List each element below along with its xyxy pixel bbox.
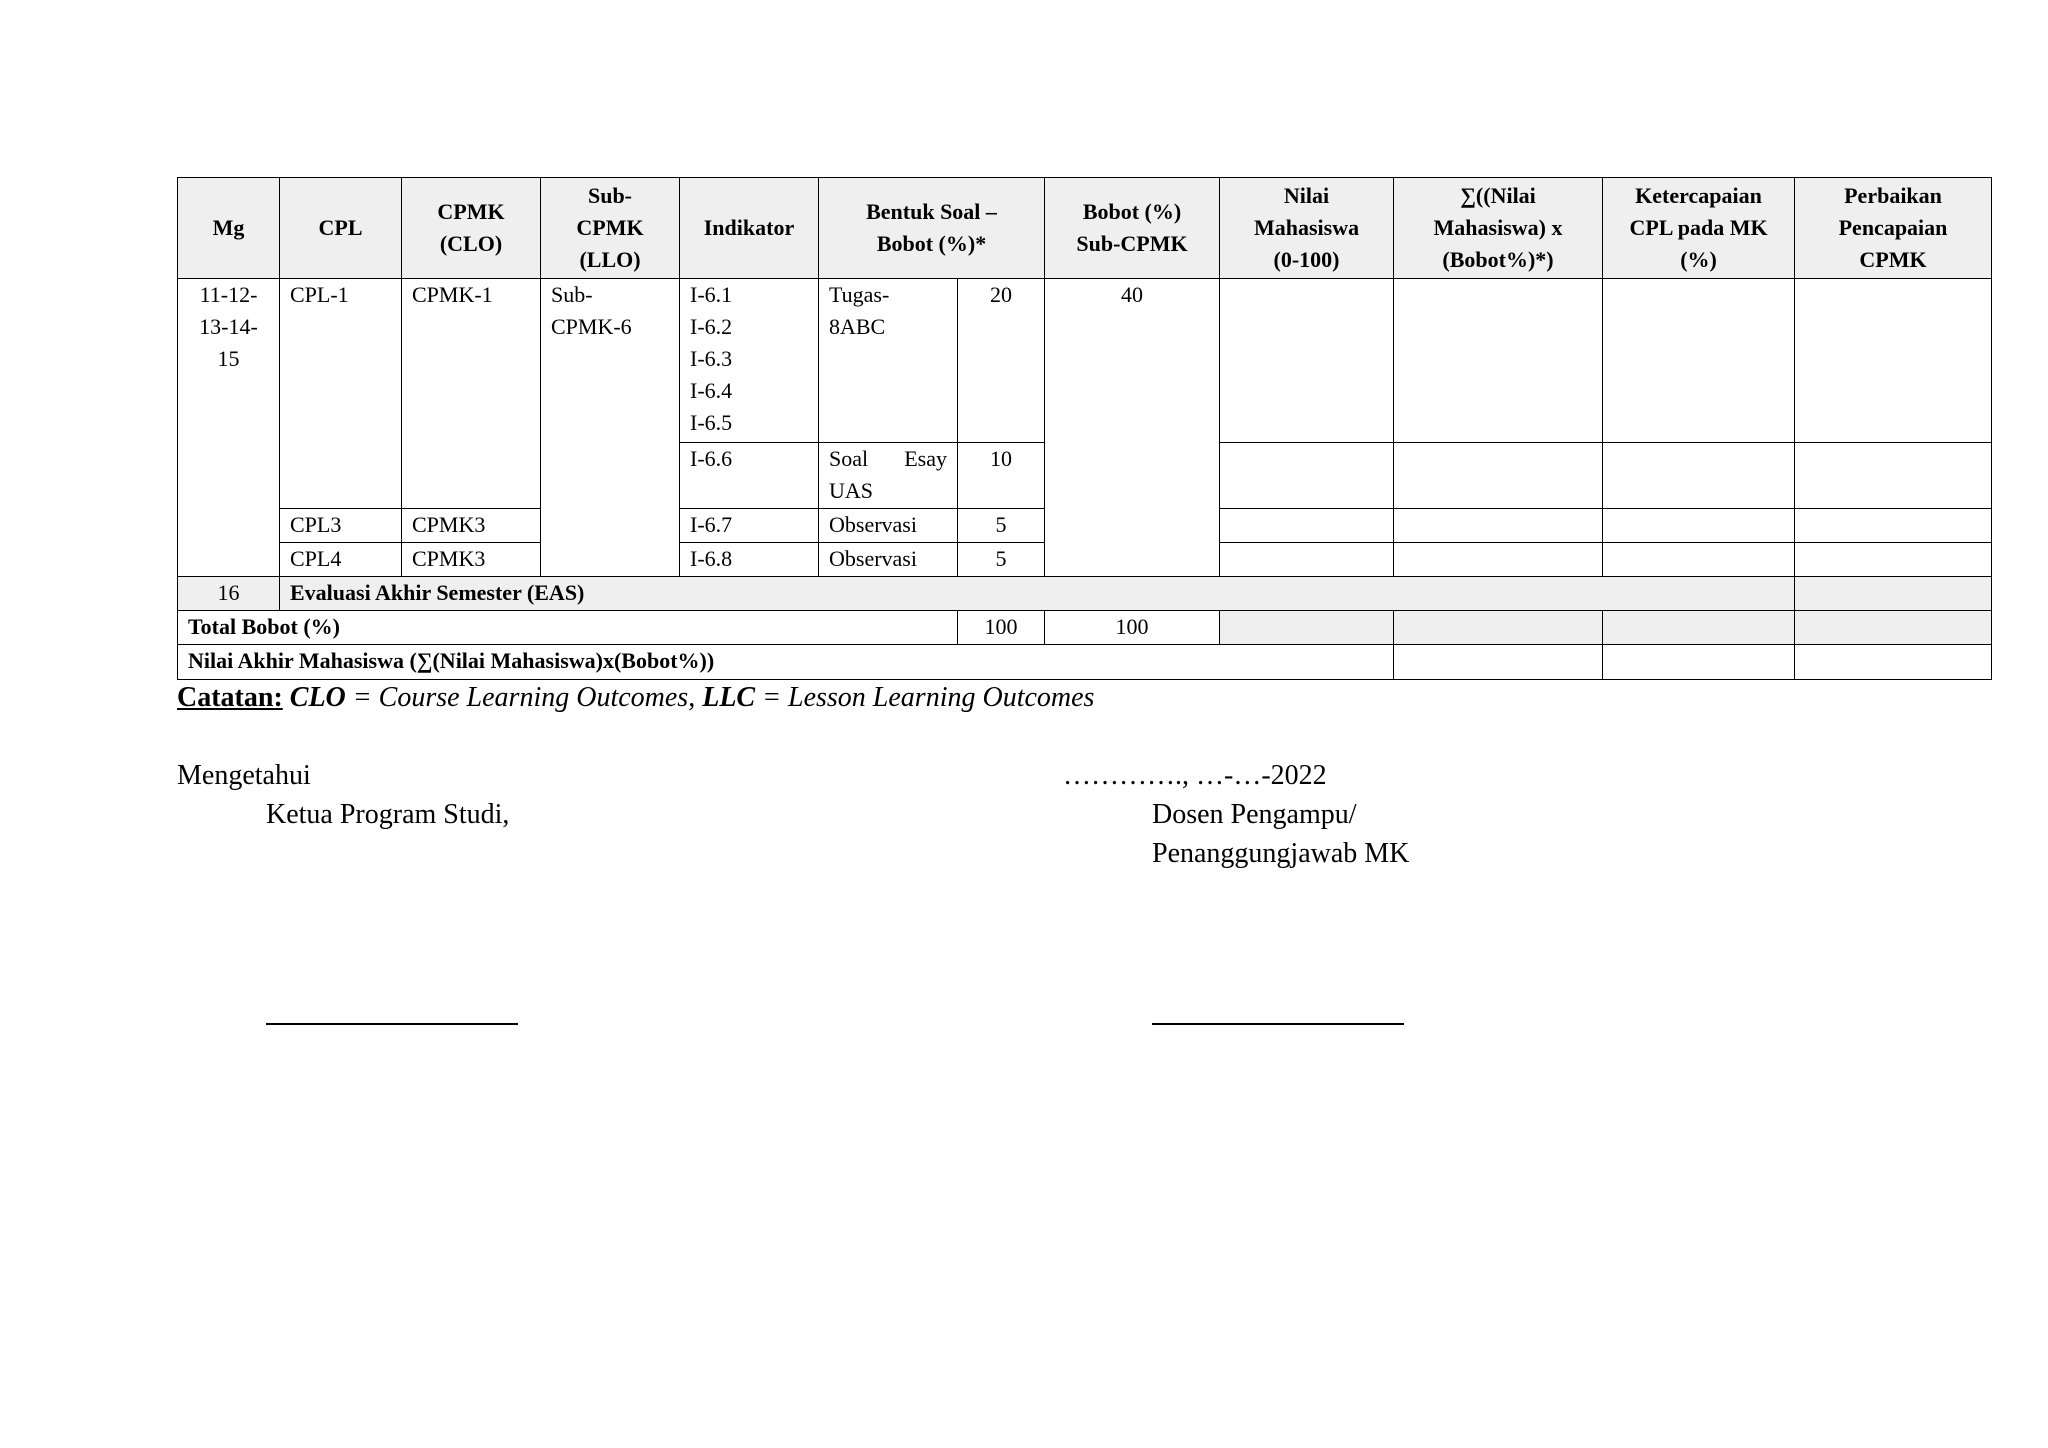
header-sum-nilai-bobot: ∑((Nilai Mahasiswa) x (Bobot%)*) [1394, 178, 1603, 279]
cell-perbaikan-2 [1795, 443, 1992, 509]
cell-sum-2 [1394, 443, 1603, 509]
cell-sum-1 [1394, 279, 1603, 443]
cell-indikator-1: I-6.1 I-6.2 I-6.3 I-6.4 I-6.5 [680, 279, 819, 443]
cell-bobot-2: 10 [958, 443, 1045, 509]
ketua-prodi-label: Ketua Program Studi, [266, 799, 510, 830]
date-placeholder: …………., …-…-2022 [1063, 760, 1327, 791]
cell-sum-4 [1394, 543, 1603, 577]
cell-cpl-4: CPL4 [280, 543, 402, 577]
cell-mg: 11-12- 13-14- 15 [178, 279, 280, 577]
dosen-pengampu-label: Dosen Pengampu/ [1152, 799, 1357, 830]
llc-text: = Lesson Learning Outcomes [755, 682, 1095, 713]
cell-cpmk-3: CPMK3 [402, 509, 541, 543]
cell-total-bobot-sub: 100 [1045, 611, 1220, 645]
left-signature-line [266, 1023, 518, 1025]
cell-ketercapaian-1 [1603, 279, 1795, 443]
cell-perbaikan-3 [1795, 509, 1992, 543]
cell-cpl-1: CPL-1 [280, 279, 402, 509]
cell-nilai-akhir-sum [1394, 645, 1603, 680]
cell-total-sum [1394, 611, 1603, 645]
header-nilai-mahasiswa: Nilai Mahasiswa (0-100) [1220, 178, 1394, 279]
penanggungjawab-label: Penanggungjawab MK [1152, 838, 1410, 869]
cell-total-perbaikan [1795, 611, 1992, 645]
cell-indikator-3: I-6.7 [680, 509, 819, 543]
cell-indikator-4: I-6.8 [680, 543, 819, 577]
cell-cpmk-4: CPMK3 [402, 543, 541, 577]
cell-soal-2 [819, 443, 958, 509]
cell-perbaikan-1 [1795, 279, 1992, 443]
header-cpmk: CPMK (CLO) [402, 178, 541, 279]
cell-cpmk-1: CPMK-1 [402, 279, 541, 509]
header-bentuk-soal: Bentuk Soal – Bobot (%)* [819, 178, 1045, 279]
soal-2-word-2: Esay [904, 446, 947, 471]
cell-total-bobot: 100 [958, 611, 1045, 645]
cell-nilai-2 [1220, 443, 1394, 509]
cell-nilai-4 [1220, 543, 1394, 577]
header-sub-cpmk: Sub- CPMK (LLO) [541, 178, 680, 279]
clo-text: = Course Learning Outcomes, [345, 682, 703, 713]
cell-cpl-3: CPL3 [280, 509, 402, 543]
header-cpl: CPL [280, 178, 402, 279]
cell-bobot-sub-cpmk: 40 [1045, 279, 1220, 577]
catatan-label: Catatan: [177, 682, 283, 713]
cell-sub-cpmk: Sub- CPMK-6 [541, 279, 680, 577]
cell-nilai-1 [1220, 279, 1394, 443]
cell-nilai-akhir-ketercapaian [1603, 645, 1795, 680]
cell-nilai-akhir-label: Nilai Akhir Mahasiswa (∑(Nilai Mahasiswa)x(Bobot%)) [178, 645, 1394, 680]
cell-bobot-1: 20 [958, 279, 1045, 443]
header-row [178, 178, 1992, 279]
header-ketercapaian: Ketercapaian CPL pada MK (%) [1603, 178, 1795, 279]
cell-eas-mg: 16 [178, 577, 280, 611]
header-mg: Mg [178, 178, 280, 279]
clo-abbr: CLO [289, 682, 346, 713]
total-row [178, 611, 1992, 645]
cell-sum-3 [1394, 509, 1603, 543]
table-row [178, 279, 1992, 443]
cell-eas-label: Evaluasi Akhir Semester (EAS) [280, 577, 1795, 611]
cell-total-ketercapaian [1603, 611, 1795, 645]
header-perbaikan: Perbaikan Pencapaian CPMK [1795, 178, 1992, 279]
right-signature-line [1152, 1023, 1404, 1025]
soal-2-word-3: UAS [829, 478, 874, 503]
cell-eas-perbaikan [1795, 577, 1992, 611]
mengetahui-label: Mengetahui [177, 760, 311, 791]
llc-abbr: LLC [702, 682, 756, 713]
cell-bobot-4: 5 [958, 543, 1045, 577]
assessment-table [177, 177, 1992, 680]
cell-indikator-2: I-6.6 [680, 443, 819, 509]
cell-soal-3: Observasi [819, 509, 958, 543]
soal-2-word-1: Soal [829, 446, 869, 471]
header-indikator: Indikator [680, 178, 819, 279]
cell-bobot-3: 5 [958, 509, 1045, 543]
catatan-note [177, 680, 1094, 716]
cell-ketercapaian-2 [1603, 443, 1795, 509]
eas-row [178, 577, 1992, 611]
cell-nilai-akhir-perbaikan [1795, 645, 1992, 680]
cell-nilai-3 [1220, 509, 1394, 543]
cell-soal-4: Observasi [819, 543, 958, 577]
header-bobot-sub-cpmk: Bobot (%) Sub-CPMK [1045, 178, 1220, 279]
cell-total-nilai [1220, 611, 1394, 645]
nilai-akhir-row [178, 645, 1992, 680]
cell-total-label: Total Bobot (%) [178, 611, 958, 645]
cell-soal-1: Tugas- 8ABC [819, 279, 958, 443]
cell-ketercapaian-3 [1603, 509, 1795, 543]
cell-perbaikan-4 [1795, 543, 1992, 577]
cell-ketercapaian-4 [1603, 543, 1795, 577]
